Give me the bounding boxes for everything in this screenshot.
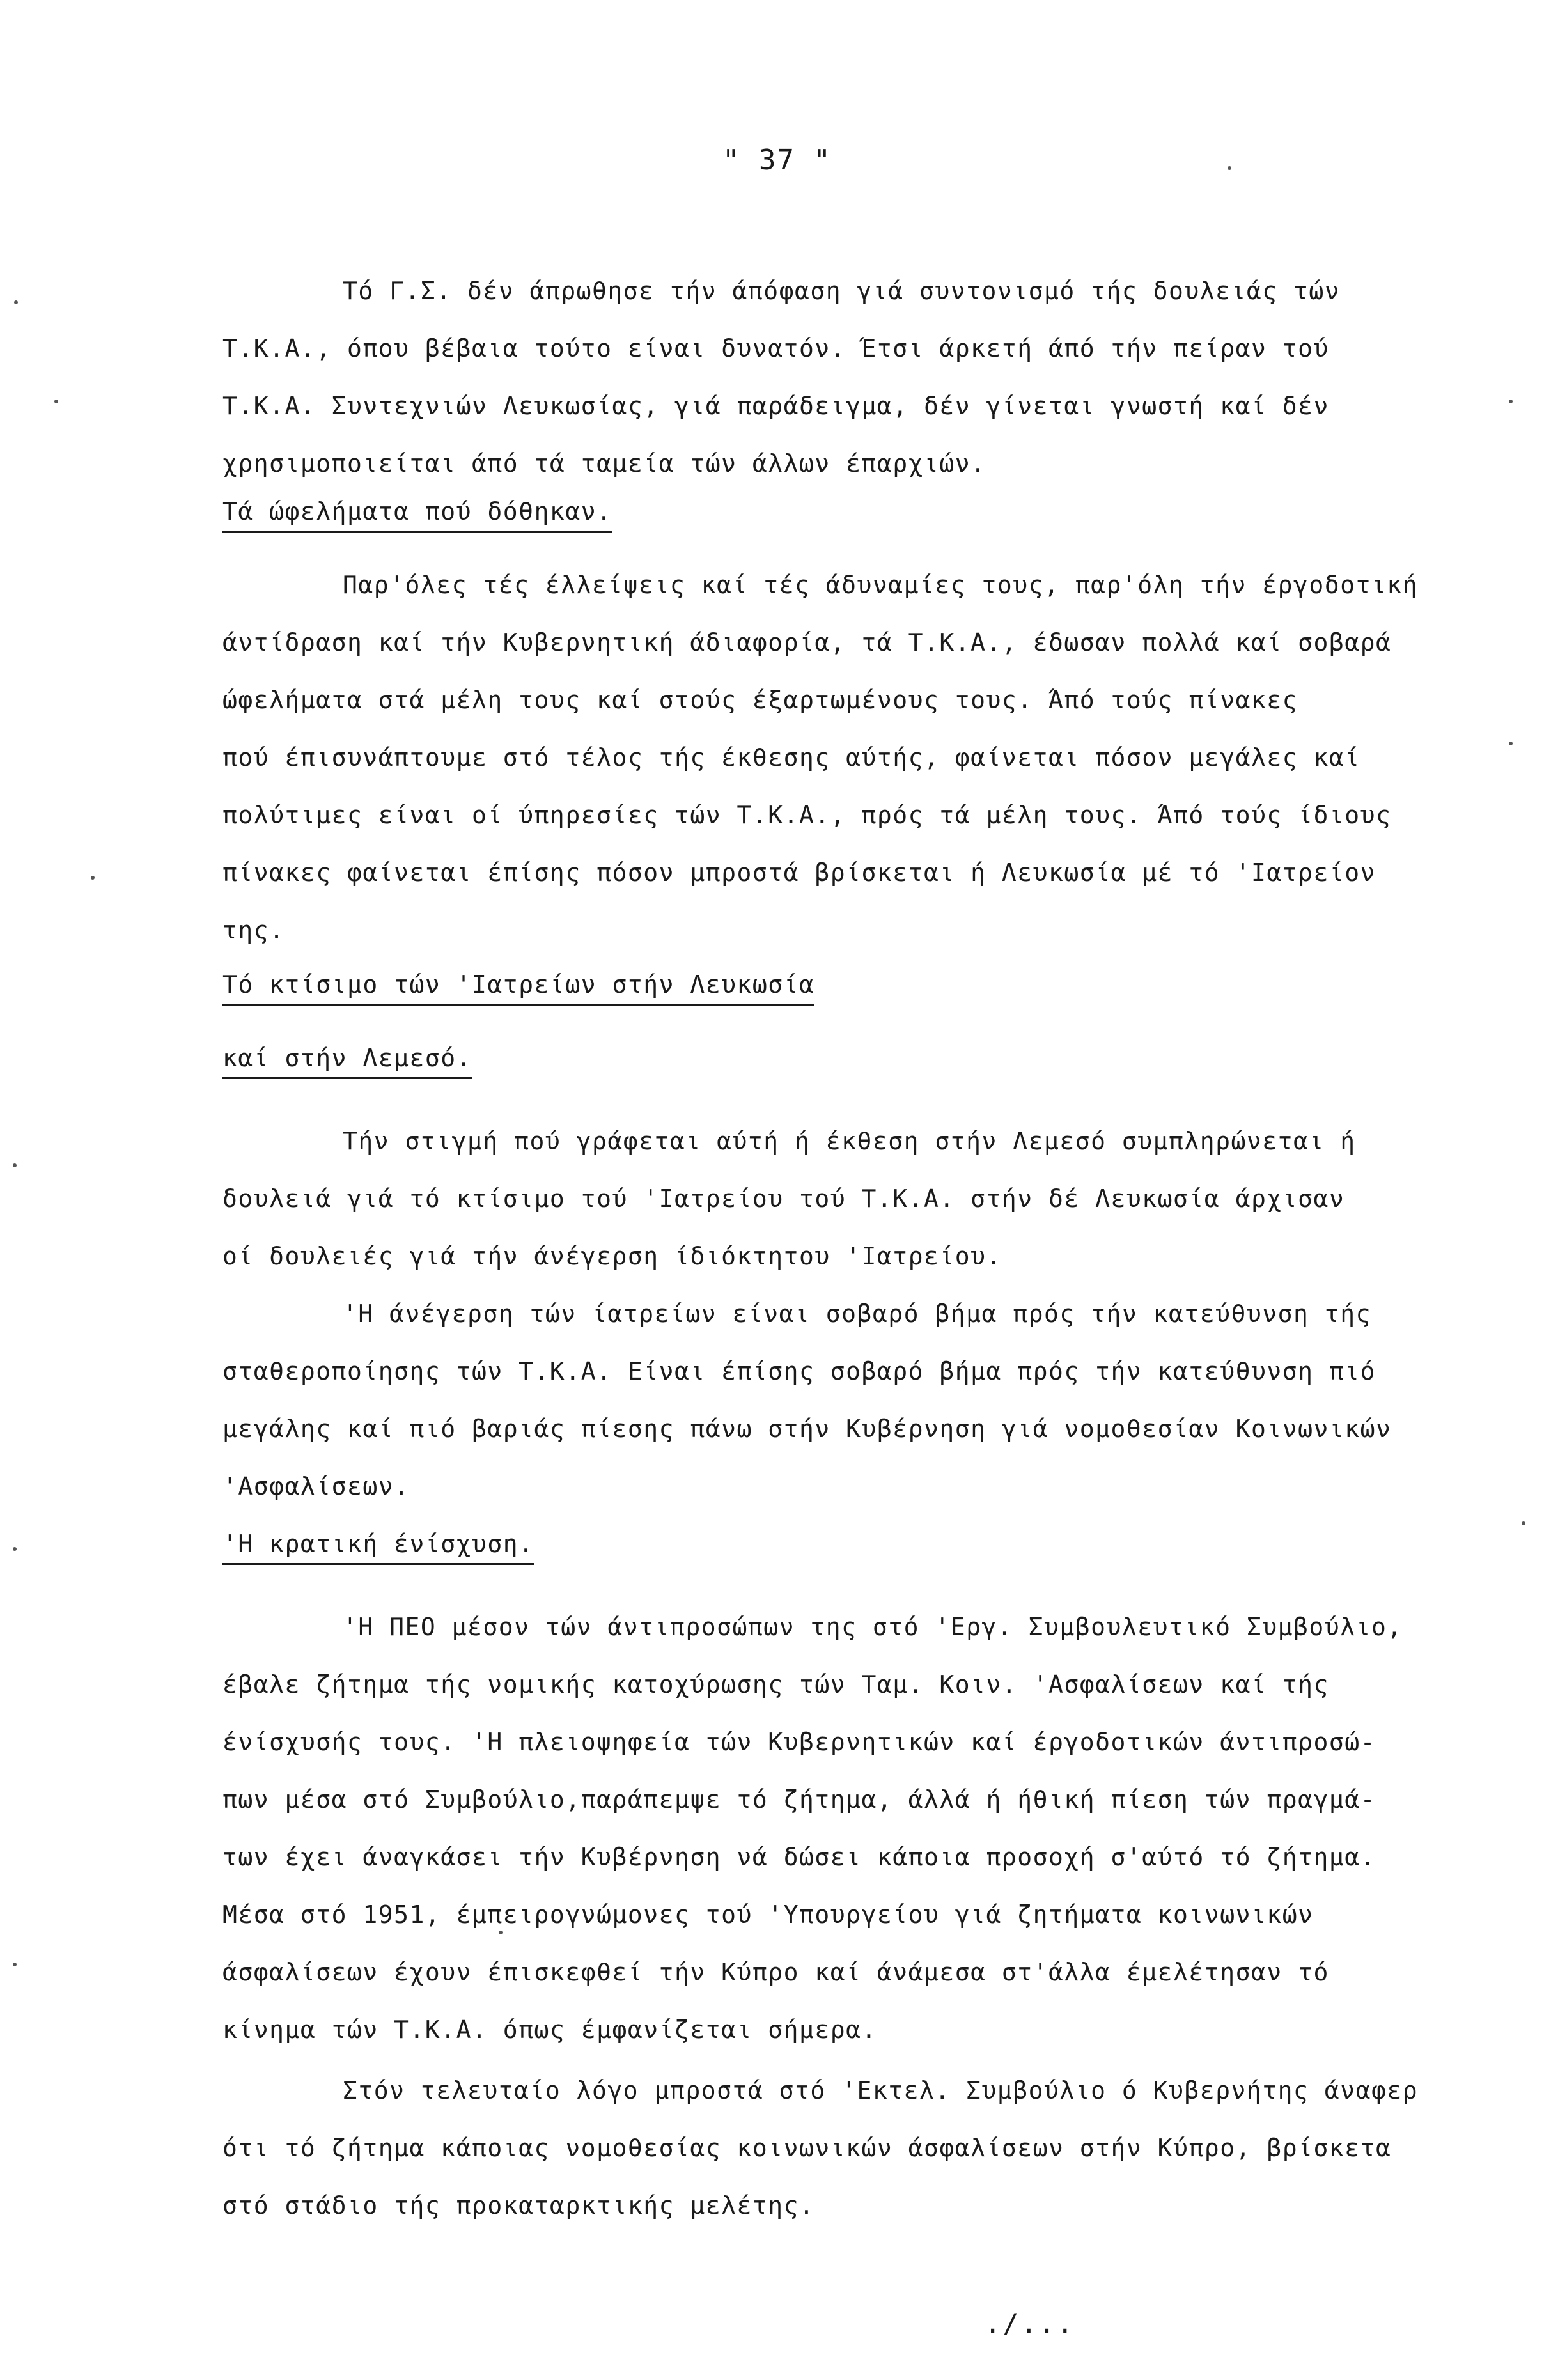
paragraph-1 (222, 262, 1495, 492)
paragraph-4 (222, 1285, 1495, 1515)
text-line: των έχει άναγκάσει τήν Κυβέρνηση νά δώσει κάποια προσοχή σ'αύτό τό ζήτημα. (222, 1843, 1376, 1871)
text-line: έβαλε ζήτημα τής νομικής κατοχύρωσης τών Ταμ. Κοιν. 'Ασφαλίσεων καί τής (222, 1670, 1329, 1699)
section-heading-benefits (222, 492, 1495, 533)
text-line: οί δουλειές γιά τήν άνέγερση ίδιόκτητου 'Ιατρείου. (222, 1242, 1002, 1270)
text-line: της. (222, 916, 285, 944)
text-line: 'Ασφαλίσεων. (222, 1472, 410, 1500)
scan-speck (499, 1931, 503, 1934)
section-heading-clinics-cont (222, 1039, 1495, 1079)
text-line: κίνημα τών Τ.Κ.Α. όπως έμφανίζεται σήμερα. (222, 2016, 877, 2044)
text-line: ένίσχυσής τους. 'Η πλειοψηφεία τών Κυβερνητικών καί έργοδοτικών άντιπροσώ- (222, 1728, 1376, 1756)
text-line: Μέσα στό 1951, έμπειρογνώμονες τού 'Υπουργείου γιά ζητήματα κοινωνικών (222, 1901, 1314, 1929)
text-line: σταθεροποίησης τών Τ.Κ.Α. Είναι έπίσης σοβαρό βήμα πρός τήν κατεύθυνση πιό (222, 1357, 1376, 1385)
heading-text: Τά ώφελήματα πού δόθηκαν. (222, 492, 612, 533)
scan-speck (1509, 742, 1513, 745)
scan-speck (1509, 400, 1513, 403)
scan-speck (54, 400, 58, 403)
text-line: Στόν τελευταίο λόγο μπροστά στό 'Εκτελ. Συμβούλιο ό Κυβερνήτης άναφερ (343, 2076, 1419, 2104)
text-line: στό στάδιο τής προκαταρκτικής μελέτης. (222, 2191, 815, 2220)
scan-speck (13, 1963, 17, 1966)
text-line: Τήν στιγμή πού γράφεται αύτή ή έκθεση στήν Λεμεσό συμπληρώνεται ή (343, 1127, 1356, 1155)
text-line: 'Η ΠΕΟ μέσον τών άντιπροσώπων της στό 'Εργ. Συμβουλευτικό Συμβούλιο, (343, 1613, 1403, 1641)
paragraph-2 (222, 556, 1495, 959)
text-line: άντίδραση καί τήν Κυβερνητική άδιαφορία, τά Τ.Κ.Α., έδωσαν πολλά καί σοβαρά (222, 628, 1392, 657)
text-line: μεγάλης καί πιό βαριάς πίεσης πάνω στήν Κυβέρνηση γιά νομοθεσίαν Κοινωνικών (222, 1415, 1392, 1443)
heading-text: καί στήν Λεμεσό. (222, 1039, 472, 1079)
scan-speck (13, 1547, 17, 1551)
text-line: χρησιμοποιείται άπό τά ταμεία τών άλλων έπαρχιών. (222, 449, 986, 478)
heading-text: 'Η κρατική ένίσχυση. (222, 1525, 534, 1565)
text-line: πολύτιμες είναι οί ύπηρεσίες τών Τ.Κ.Α., πρός τά μέλη τους. Άπό τούς ίδιους (222, 801, 1392, 829)
continuation-mark: ./... (985, 2308, 1075, 2339)
section-heading-state-support (222, 1525, 1495, 1565)
text-line: πίνακες φαίνεται έπίσης πόσον μπροστά βρίσκεται ή Λευκωσία μέ τό 'Ιατρείον (222, 859, 1376, 887)
text-line: Τ.Κ.Α., όπου βέβαια τούτο είναι δυνατόν. Έτσι άρκετή άπό τήν πείραν τού (222, 334, 1329, 362)
text-line: ότι τό ζήτημα κάποιας νομοθεσίας κοινωνικών άσφαλίσεων στήν Κύπρο, βρίσκετα (222, 2134, 1392, 2162)
scan-speck (13, 1163, 17, 1167)
paragraph-3 (222, 1112, 1495, 1285)
text-line: δουλειά γιά τό κτίσιμο τού 'Ιατρείου τού Τ.Κ.Α. στήν δέ Λευκωσία άρχισαν (222, 1185, 1345, 1213)
text-line: πού έπισυνάπτουμε στό τέλος τής έκθεσης αύτής, φαίνεται πόσον μεγάλες καί (222, 743, 1360, 772)
scan-speck (1228, 166, 1231, 170)
text-line: πων μέσα στό Συμβούλιο,παράπεμψε τό ζήτημα, άλλά ή ήθική πίεση τών πραγμά- (222, 1785, 1376, 1814)
text-line: Παρ'όλες τές έλλείψεις καί τές άδυναμίες τους, παρ'όλη τήν έργοδοτική (343, 571, 1419, 599)
text-line: Τό Γ.Σ. δέν άπρωθησε τήν άπόφαση γιά συντονισμό τής δουλειάς τών (343, 277, 1341, 305)
text-line: Τ.Κ.Α. Συντεχνιών Λευκωσίας, γιά παράδειγμα, δέν γίνεται γνωστή καί δέν (222, 392, 1329, 420)
scan-speck (91, 876, 95, 880)
paragraph-5 (222, 1598, 1495, 2058)
heading-text: Τό κτίσιμο τών 'Ιατρείων στήν Λευκωσία (222, 965, 814, 1006)
section-heading-clinics (222, 965, 1495, 1006)
text-line: 'Η άνέγερση τών ίατρείων είναι σοβαρό βήμα πρός τήν κατεύθυνση τής (343, 1300, 1371, 1328)
scan-speck (1522, 1521, 1525, 1525)
text-line: άσφαλίσεων έχουν έπισκεφθεί τήν Κύπρο καί άνάμεσα στ'άλλα έμελέτησαν τό (222, 1958, 1329, 1986)
text-line: ώφελήματα στά μέλη τους καί στούς έξαρτωμένους τους. Άπό τούς πίνακες (222, 686, 1298, 714)
scan-speck (14, 300, 18, 304)
paragraph-6 (222, 2062, 1495, 2234)
page-number: " 37 " (722, 144, 832, 176)
